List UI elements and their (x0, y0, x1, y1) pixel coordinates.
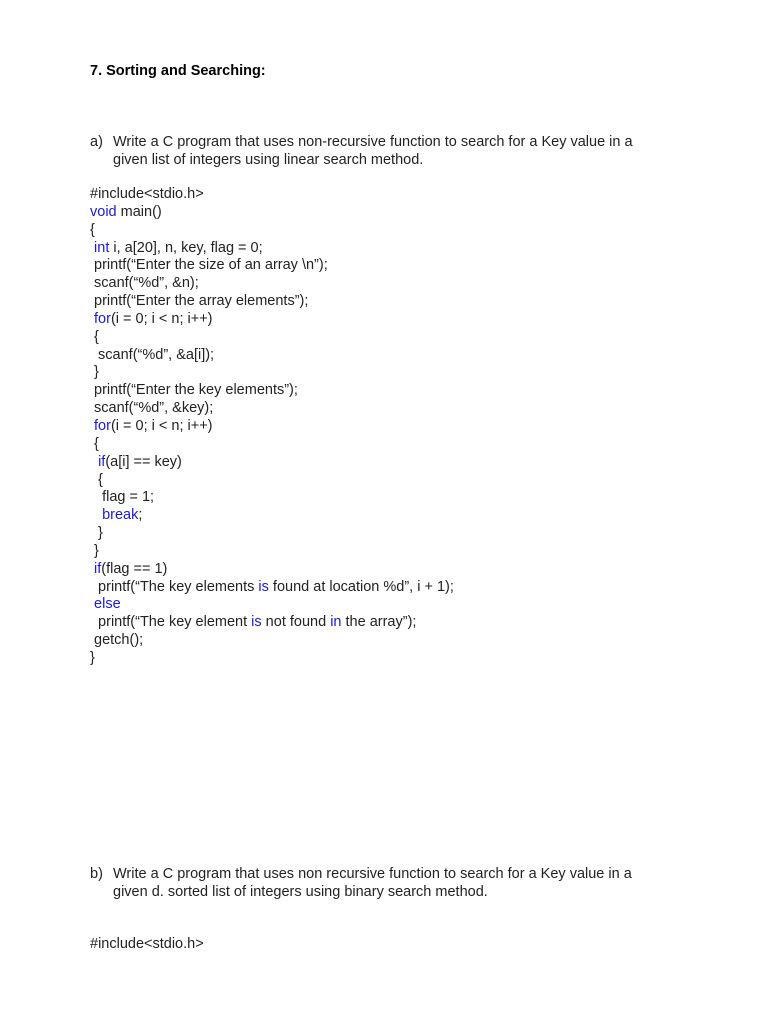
code-text: found at location %d”, i + 1); (268, 578, 454, 595)
code-text: main() (116, 203, 162, 220)
code-text (90, 507, 102, 523)
question-b-text-line-1: Write a C program that uses non recursive function to search for a Key value in a (113, 866, 632, 882)
code-text: (flag == 1) (101, 560, 168, 577)
code-text: scanf(“%d”, &a[i]); (90, 346, 215, 363)
code-line (90, 561, 710, 579)
code-line (90, 347, 710, 365)
code-text: { (90, 221, 95, 238)
code-line (90, 275, 710, 293)
code-line (90, 186, 710, 204)
code-line (90, 418, 710, 436)
code-text: } (90, 649, 95, 666)
code-keyword: is (251, 614, 262, 631)
code-text: flag = 1; (90, 489, 155, 506)
code-text: } (90, 364, 99, 381)
question-a-text-line-1: Write a C program that uses non-recursive function to search for a Key value in a (113, 134, 633, 150)
code-text: printf(“Enter the key elements”); (90, 382, 298, 399)
code-line (90, 293, 710, 311)
question-b (90, 865, 690, 901)
code-line (90, 382, 710, 400)
code-text: #include<stdio.h> (90, 936, 204, 952)
code-block-b (90, 936, 710, 954)
code-line (90, 400, 710, 418)
code-line (90, 632, 710, 650)
code-text: { (90, 328, 99, 345)
code-keyword: if (98, 453, 106, 470)
code-keyword: is (258, 578, 269, 595)
code-text: (i = 0; i < n; i++) (110, 310, 213, 327)
code-keyword: if (94, 560, 102, 577)
code-keyword: break (102, 507, 139, 524)
code-line (90, 454, 710, 472)
code-text: (i = 0; i < n; i++) (110, 417, 213, 434)
code-line (90, 436, 710, 454)
code-text: } (90, 542, 99, 559)
section-heading: 7. Sorting and Searching: (90, 63, 266, 79)
code-text: getch(); (90, 632, 144, 649)
code-text: { (90, 471, 103, 488)
code-keyword: int (94, 239, 110, 256)
code-text: #include<stdio.h> (90, 186, 204, 202)
code-line (90, 364, 710, 382)
code-keyword: void (90, 203, 117, 220)
code-text: { (90, 435, 99, 452)
question-b-label: b) (90, 866, 103, 882)
code-line (90, 257, 710, 275)
code-line (90, 222, 710, 240)
code-text: (a[i] == key) (105, 453, 182, 470)
code-line (90, 525, 710, 543)
code-line (90, 650, 710, 668)
code-text: printf(“Enter the array elements”); (90, 293, 309, 310)
question-a (90, 133, 690, 169)
code-text: printf(“The key elements (90, 578, 259, 595)
code-keyword: else (94, 596, 121, 613)
code-text (90, 454, 98, 470)
code-text: scanf(“%d”, &n); (90, 275, 199, 292)
code-line (90, 507, 710, 525)
code-line (90, 311, 710, 329)
code-line (90, 596, 710, 614)
code-line (90, 240, 710, 258)
code-line (90, 489, 710, 507)
question-b-text-line-2: given d. sorted list of integers using binary search method. (113, 884, 488, 900)
code-text: ; (138, 507, 143, 524)
code-text: printf(“The key element (90, 614, 252, 631)
code-text: } (90, 525, 103, 542)
code-block-a (90, 186, 710, 668)
question-a-label: a) (90, 134, 103, 150)
code-line (90, 472, 710, 490)
code-text: the array”); (341, 614, 417, 631)
code-text: not found (261, 614, 331, 631)
code-line (90, 579, 710, 597)
question-a-text-line-2: given list of integers using linear search method. (113, 152, 424, 168)
code-line (90, 614, 710, 632)
code-keyword: for (94, 310, 111, 327)
code-line (90, 329, 710, 347)
code-text: printf(“Enter the size of an array \n”); (90, 257, 328, 274)
code-line (90, 936, 710, 954)
code-keyword: for (94, 417, 111, 434)
code-line (90, 204, 710, 222)
code-line (90, 543, 710, 561)
code-keyword: in (330, 614, 342, 631)
code-text: i, a[20], n, key, flag = 0; (109, 239, 263, 256)
code-text: scanf(“%d”, &key); (90, 400, 214, 417)
